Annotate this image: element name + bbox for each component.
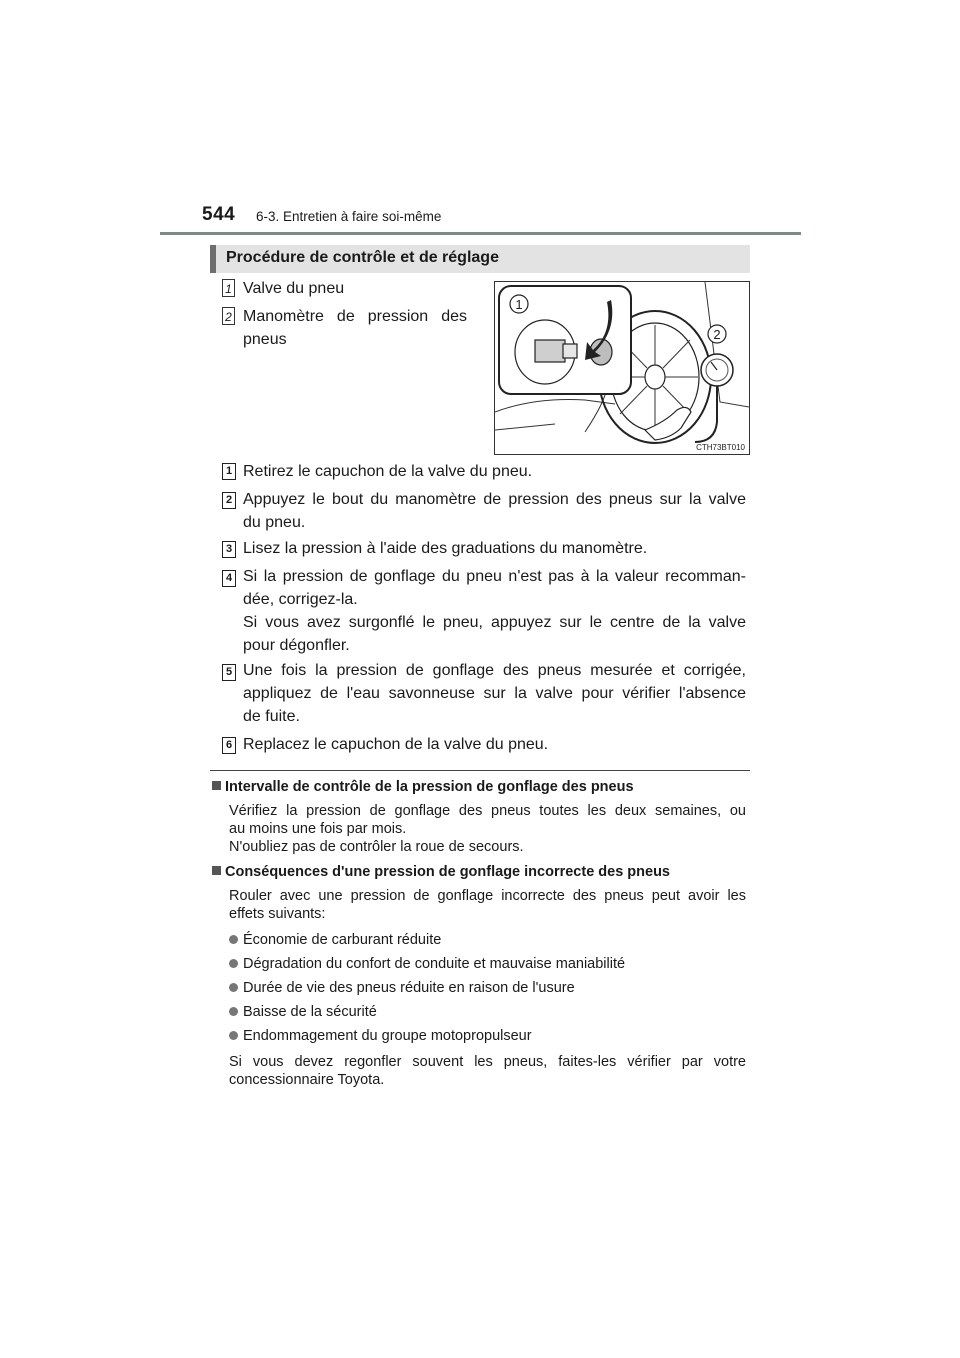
bullet-text: Baisse de la sécurité <box>243 1004 377 1020</box>
step-2-text <box>243 488 746 534</box>
step-4-line: dée, corrigez-la. <box>243 591 358 608</box>
bullet-text: Dégradation du confort de conduite et mauvaise maniabilité <box>243 956 626 972</box>
tire-gauge-illustration <box>494 281 750 455</box>
bullet-item <box>229 1028 532 1044</box>
note-line: concessionnaire Toyota. <box>229 1072 385 1088</box>
step-1-text <box>243 460 746 483</box>
bullet-dot-icon <box>229 983 238 992</box>
step-1-line: Retirez le capuchon de la valve du pneu. <box>243 463 533 480</box>
step-number-4: 4 <box>222 570 236 587</box>
step-3-text <box>243 537 746 560</box>
note-heading-interval <box>212 779 634 795</box>
callout-number-2: 2 <box>222 307 235 325</box>
step-3-line: Lisez la pression à l'aide des graduations du manomètre. <box>243 540 648 557</box>
note-body-interval <box>229 802 746 856</box>
bullet-item <box>229 980 575 996</box>
illustration-marker-2: 2 <box>713 327 721 342</box>
chapter-title: 6-3. Entretien à faire soi-même <box>256 209 442 224</box>
section-accent <box>210 245 216 273</box>
bullet-text: Durée de vie des pneus réduite en raison de l'usure <box>243 980 575 996</box>
step-2-line: Appuyez le bout du manomètre de pression des pneus sur la valve <box>243 491 746 508</box>
step-4-text <box>243 565 746 657</box>
header-divider <box>160 232 801 235</box>
step-number-6: 6 <box>222 737 236 754</box>
step-4-line: Si vous avez surgonflé le pneu, appuyez sur le centre de la valve <box>243 614 746 631</box>
step-5-line: Une fois la pression de gonflage des pneus mesurée et corrigée, <box>243 662 746 679</box>
step-2-line: du pneu. <box>243 514 306 531</box>
step-4-line: Si la pression de gonflage du pneu n'est pas à la valeur recomman- <box>243 568 746 585</box>
notes-divider <box>210 770 750 771</box>
bullet-text: Endommagement du groupe motopropulseur <box>243 1028 532 1044</box>
step-number-2: 2 <box>222 492 236 509</box>
bullet-dot-icon <box>229 935 238 944</box>
bullet-item <box>229 1004 377 1020</box>
bullet-item <box>229 932 441 948</box>
note-heading-interval-text: Intervalle de contrôle de la pression de gonflage des pneus <box>225 779 634 795</box>
step-number-5: 5 <box>222 664 236 681</box>
callout-number-1: 1 <box>222 279 235 297</box>
step-5-line: appliquez de l'eau savonneuse sur la valve pour vérifier l'absence <box>243 685 746 702</box>
note-line: N'oubliez pas de contrôler la roue de secours. <box>229 839 524 855</box>
callout-label-1: Valve du pneu <box>243 280 345 297</box>
bullet-dot-icon <box>229 959 238 968</box>
step-number-1: 1 <box>222 463 236 480</box>
callout-label-2-line2: pneus <box>243 331 287 348</box>
note-line: au moins une fois par mois. <box>229 821 407 837</box>
note-line: Rouler avec une pression de gonflage incorrecte des pneus peut avoir les <box>229 888 746 904</box>
illustration-code: CTH73BT010 <box>696 443 745 452</box>
note-body-consequences <box>229 887 746 923</box>
illustration-marker-1: 1 <box>515 297 523 312</box>
bullet-item <box>229 956 625 972</box>
note-line: Si vous devez regonfler souvent les pneus, faites-les vérifier par votre <box>229 1054 746 1070</box>
callout-label-2-line1: Manomètre de pression des <box>243 308 467 325</box>
bullet-dot-icon <box>229 1007 238 1016</box>
note-heading-consequences <box>212 864 670 880</box>
square-bullet-icon <box>212 866 221 875</box>
step-6-line: Replacez le capuchon de la valve du pneu. <box>243 736 549 753</box>
tire-gauge-drawing <box>495 282 749 454</box>
step-5-line: de fuite. <box>243 708 300 725</box>
step-5-text <box>243 659 746 728</box>
step-4-line: pour dégonfler. <box>243 637 350 654</box>
square-bullet-icon <box>212 781 221 790</box>
note-line: effets suivants: <box>229 906 326 922</box>
section-heading-bar <box>210 245 750 273</box>
section-title: Procédure de contrôle et de réglage <box>226 249 499 266</box>
bullet-text: Économie de carburant réduite <box>243 932 442 948</box>
note-closing <box>229 1053 746 1089</box>
note-heading-consequences-text: Conséquences d'une pression de gonflage incorrecte des pneus <box>225 864 670 880</box>
page-number: 544 <box>202 204 236 225</box>
note-line: Vérifiez la pression de gonflage des pneus toutes les deux semaines, ou <box>229 803 746 819</box>
callout-label-2 <box>243 305 467 351</box>
bullet-dot-icon <box>229 1031 238 1040</box>
step-6-text <box>243 733 746 756</box>
step-number-3: 3 <box>222 541 236 558</box>
